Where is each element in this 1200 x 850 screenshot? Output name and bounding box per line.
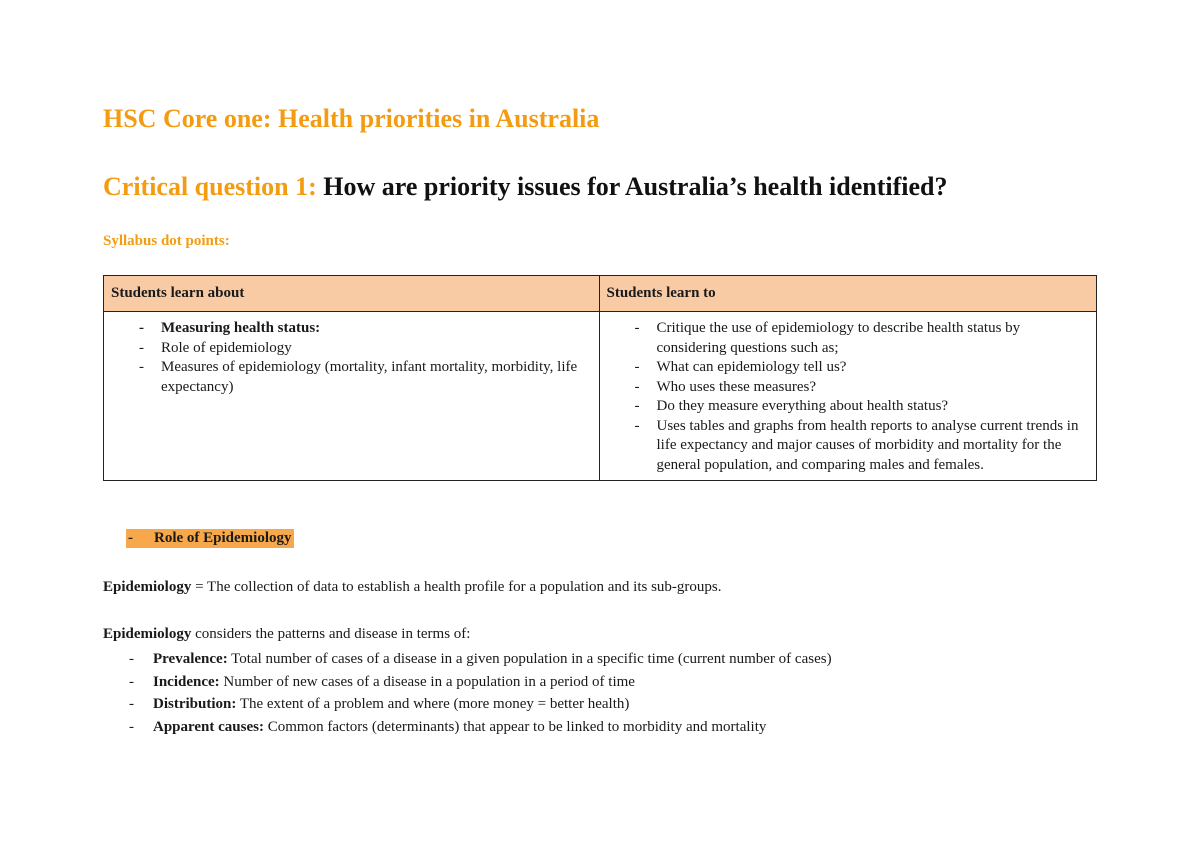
- syllabus-label: Syllabus dot points:: [103, 233, 230, 249]
- terms-list: [103, 648, 832, 738]
- list-item: - Measuring health status:: [111, 319, 592, 339]
- list-item: - Role of epidemiology: [111, 339, 592, 359]
- list-item: - Critique the use of epidemiology to describe health status by considering questions such as;: [607, 319, 1090, 358]
- syllabus-table: [103, 275, 1097, 481]
- page-title: HSC Core one: Health priorities in Australia: [103, 104, 600, 133]
- learn-about-cell: [104, 312, 600, 481]
- definition-paragraph: [103, 579, 722, 596]
- section-heading-marker: -: [128, 530, 133, 546]
- section-heading: [126, 529, 294, 548]
- critical-question-text: How are priority issues for Australia’s health identified?: [323, 172, 948, 201]
- list-item: - Measures of epidemiology (mortality, infant mortality, morbidity, life expectancy): [111, 358, 592, 397]
- term-definition: Common factors (determinants) that appear to be linked to morbidity and mortality: [263, 718, 767, 735]
- list-item: - Uses tables and graphs from health reports to analyse current trends in life expectancy and major causes of morbidity and mortality for the general population, and comparing males and females.: [607, 417, 1090, 476]
- list-item: [103, 648, 832, 671]
- list-item: - Do they measure everything about health status?: [607, 397, 1090, 417]
- considers-term: Epidemiology: [103, 626, 192, 642]
- table-header-row: [104, 276, 1097, 312]
- term-definition: Number of new cases of a disease in a population in a period of time: [219, 673, 635, 690]
- learn-about-list: [111, 319, 592, 397]
- learn-to-list: [607, 319, 1090, 475]
- term-definition: Total number of cases of a disease in a given population in a specific time (current number of cases): [227, 651, 832, 667]
- section-heading-text: Role of Epidemiology: [154, 530, 292, 546]
- term-label: Distribution:: [153, 696, 237, 712]
- term-label: Apparent causes:: [153, 718, 264, 735]
- list-item: [103, 693, 832, 716]
- considers-paragraph: [103, 626, 470, 643]
- definition-term: Epidemiology: [103, 579, 192, 595]
- list-item: [103, 716, 832, 739]
- header-learn-about: Students learn about: [104, 276, 600, 312]
- considers-text: considers the patterns and disease in terms of:: [191, 626, 471, 642]
- learn-to-cell: [599, 312, 1097, 481]
- list-item: [103, 671, 832, 694]
- table-row: [104, 312, 1097, 481]
- critical-question-prefix: Critical question 1:: [103, 172, 317, 201]
- definition-text: = The collection of data to establish a health profile for a population and its sub-groups.: [191, 579, 722, 595]
- term-definition: The extent of a problem and where (more money = better health): [236, 696, 630, 712]
- list-item: - Who uses these measures?: [607, 378, 1090, 398]
- list-item: - What can epidemiology tell us?: [607, 358, 1090, 378]
- term-label: Incidence:: [153, 673, 220, 690]
- header-learn-to: Students learn to: [599, 276, 1097, 312]
- term-label: Prevalence:: [153, 651, 228, 667]
- critical-question: [103, 172, 948, 202]
